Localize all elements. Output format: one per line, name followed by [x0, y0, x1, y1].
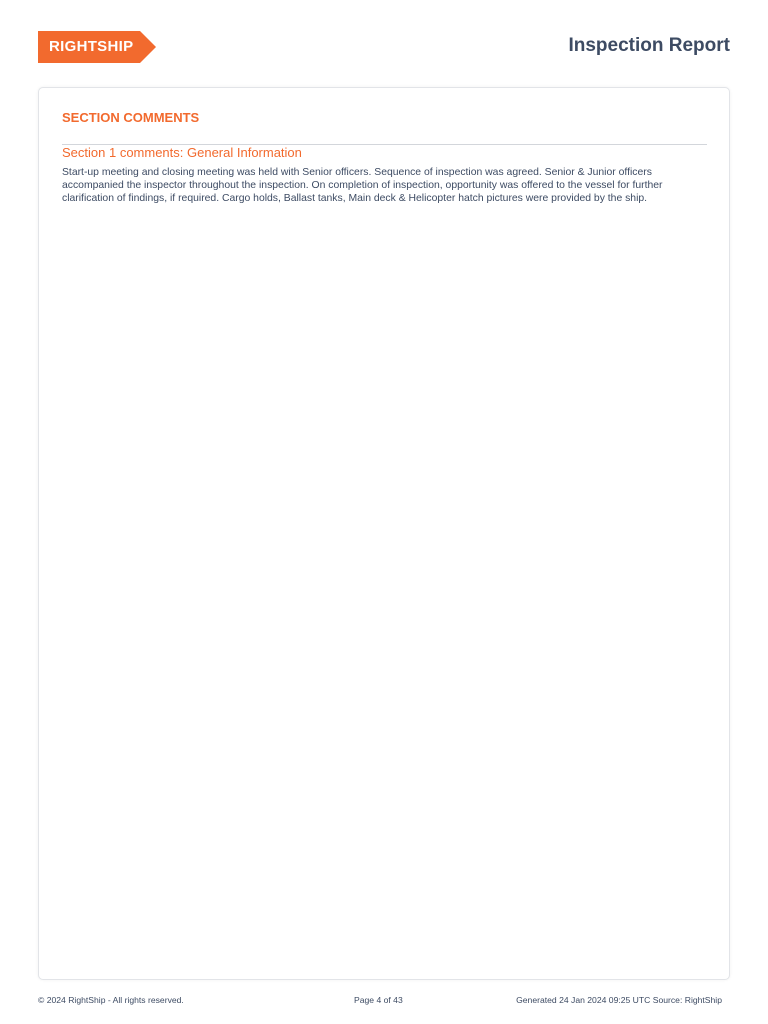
section-comment-text: Start-up meeting and closing meeting was held with Senior officers. Sequence of inspection was agreed. Senior & Junior officers accompanied the inspector throughout the inspection. On completion of inspection, opportunity was offered to the vessel for further clarification of findings, if required. Cargo holds, Ballast tanks, Main deck & Helicopter hatch pictures were provided by the ship. — [62, 167, 663, 205]
rightship-logo — [38, 31, 156, 63]
logo-text: RIGHTSHIP — [49, 38, 134, 55]
report-title: Inspection Report — [568, 35, 730, 56]
footer-copyright: © 2024 RightShip - All rights reserved. — [38, 995, 184, 1005]
footer-page-number: Page 4 of 43 — [354, 995, 403, 1005]
section-title: SECTION COMMENTS — [62, 110, 200, 125]
footer-generated-info: Generated 24 Jan 2024 09:25 UTC Source: RightShip — [516, 995, 722, 1005]
subsection-title: Section 1 comments: General Information — [62, 145, 302, 160]
section-comments-panel — [38, 87, 730, 980]
